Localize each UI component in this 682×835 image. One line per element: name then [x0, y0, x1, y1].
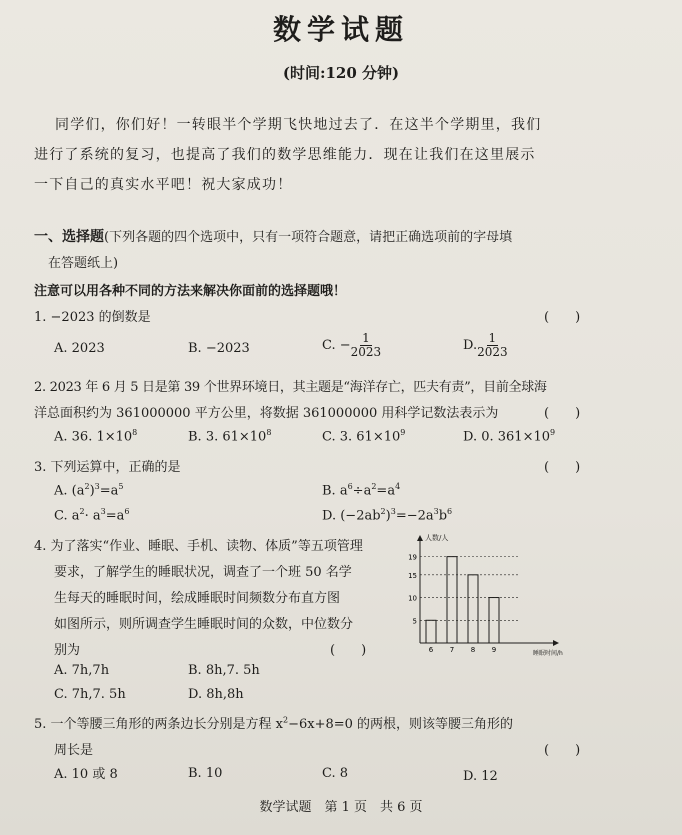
q5-option-b: B. 10 [188, 766, 223, 781]
y-tick-label-10: 10 [408, 594, 417, 603]
q2-option-d: D. 0. $361\times 10^9$ [463, 428, 556, 445]
q1-option-b: B. −2023 [188, 341, 250, 356]
page-subtitle: (时间:120 分钟) [282, 64, 400, 82]
q4-option-c: C. 7h,7. 5h [54, 687, 126, 702]
q4-line-4: 如图所示，则所调查学生睡眠时间的众数，中位数分 [54, 617, 354, 632]
q4-line-3: 生每天的睡眠时间，绘成睡眠时间频数分布直方图 [54, 591, 341, 606]
x-tick-label-7: 7 [449, 646, 455, 654]
histogram-bar-7 [447, 557, 457, 643]
section-instruction-2: 在答题纸上) [48, 256, 119, 271]
q3-stem: 3. 下列运算中，正确的是 [34, 460, 181, 475]
q2-option-c: C. 3. $61\times 10^9$ [322, 428, 406, 445]
q2-answer-blank[interactable]: ( ) [544, 406, 581, 421]
section-heading [34, 226, 512, 246]
q5-answer-blank[interactable]: ( ) [544, 743, 581, 758]
q2-option-b: B. 3. $61\times 10^8$ [188, 428, 272, 445]
q4-line-5: 别为 [54, 643, 81, 658]
q5-option-d: D. 12 [463, 769, 498, 784]
intro-line-1: 同学们，你们好！一转眼半个学期飞快地过去了．在这半个学期里，我们 [55, 117, 542, 133]
section-instruction: (下列各题的四个选项中，只有一项符合题意，请把正确选项前的字母填 [104, 230, 513, 245]
q1-option-a: A. 2023 [54, 341, 105, 356]
y-tick-label-5: 5 [412, 617, 417, 626]
y-axis-label: 人数/人 [425, 534, 449, 542]
q4-line-1: 4. 为了落实“作业、睡眠、手机、读物、体质”等五项管理 [34, 539, 363, 554]
x-tick-label-6: 6 [428, 646, 434, 654]
q3-option-b: B. $a^6\div a^2=a^4$ [322, 482, 401, 499]
q1-d-fraction: $\frac{1}{2023}$ [477, 331, 508, 359]
q3-option-d: D. $(-2ab^2)^3=-2a^3b^6$ [322, 507, 453, 524]
q4-answer-blank[interactable]: ( ) [330, 643, 367, 658]
page-footer: 数学试题 第 1 页 共 6 页 [259, 800, 423, 815]
q4-option-a: A. 7h,7h [54, 663, 110, 678]
q2-option-a: A. 36. $1\times 10^8$ [54, 428, 138, 445]
q1-answer-blank[interactable]: ( ) [544, 310, 581, 325]
q4-option-b: B. 8h,7. 5h [188, 663, 260, 678]
q5-option-c: C. 8 [322, 766, 349, 781]
q3-option-a: A. $(a^2)^3=a^5$ [54, 482, 124, 499]
q5-line-1: 5. 一个等腰三角形的两条边长分别是方程 $x^2-6x+8=0$ 的两根，则该等腰三角形的 [34, 715, 514, 732]
x-tick-label-9: 9 [491, 646, 497, 654]
histogram-bar-8 [468, 575, 478, 643]
y-tick-label-19: 19 [408, 553, 417, 562]
x-axis-label: 睡眠时间/h [533, 650, 563, 657]
q4-option-d: D. 8h,8h [188, 687, 244, 702]
q1-stem: 1. −2023 的倒数是 [34, 310, 151, 325]
section-title: 一、选择题 [34, 229, 104, 245]
q2-line-1: 2. 2023 年 6 月 5 日是第 39 个世界环境日，其主题是“海洋存亡，匹夫有责”，目前全球海 [34, 380, 547, 395]
q3-answer-blank[interactable]: ( ) [544, 460, 581, 475]
q1-option-d: D. $\frac{1}{2023}$ [463, 331, 508, 359]
sleep-histogram [395, 528, 565, 658]
section-note: 注意可以用各种不同的方法来解决你面前的选择题哦！ [34, 284, 347, 299]
intro-line-2: 进行了系统的复习，也提高了我们的数学思维能力．现在让我们在这里展示 [34, 147, 536, 163]
q2-line-2: 洋总面积约为 361000000 平方公里，将数据 361000000 用科学记数法表示为 [34, 406, 499, 421]
page-title: 数学试题 [272, 13, 409, 46]
q5-option-a: A. 10 或 8 [54, 767, 118, 782]
q5-line-2: 周长是 [54, 743, 94, 758]
q1-option-c: C. − $\frac{1}{2023}$ [322, 331, 382, 359]
intro-line-3: 一下自己的真实水平吧！祝大家成功！ [34, 177, 293, 193]
y-tick-label-15: 15 [408, 571, 417, 580]
histogram-bar-6 [426, 620, 436, 643]
q4-line-2: 要求，了解学生的睡眠状况，调查了一个班 50 名学 [54, 565, 352, 580]
q3-option-c: C. $a^2\cdot a^3=a^6$ [54, 507, 130, 524]
x-tick-label-8: 8 [470, 646, 476, 654]
q1-c-fraction: $\frac{1}{2023}$ [350, 331, 382, 359]
